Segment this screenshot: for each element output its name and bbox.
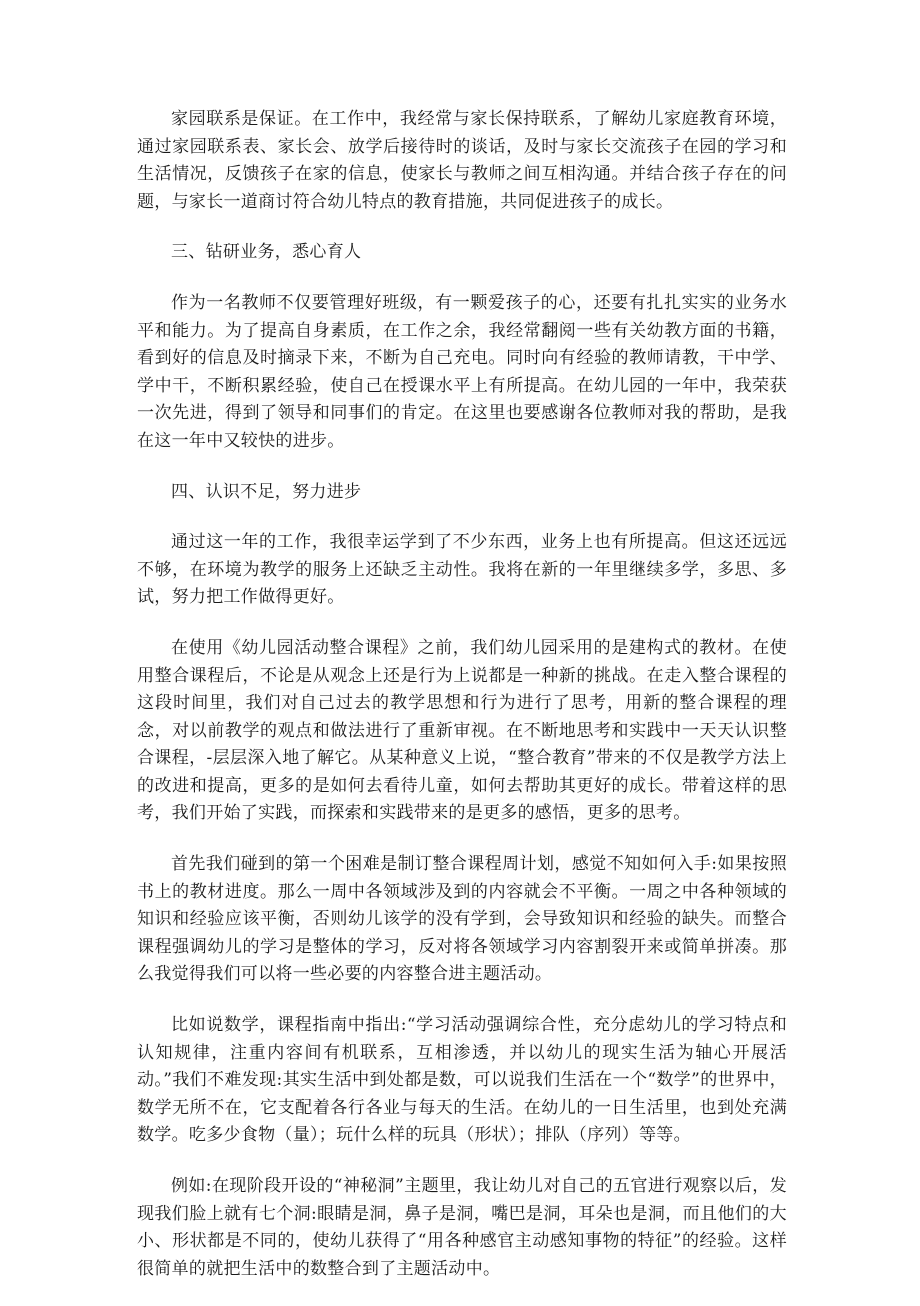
paragraph-home-school-contact: 家园联系是保证。在工作中，我经常与家长保持联系，了解幼儿家庭教育环境，通过家园联系表、家长会、放学后接待时的谈话，及时与家长交流孩子在园的学习和生活情况，反馈孩子在家的信息，使家长与教师之间互相沟通。并结合孩子存在的问题，与家长一道商讨符合幼儿特点的教育措施，共同促进孩子的成长。 bbox=[137, 109, 787, 212]
paragraph-mystery-hole-example: 例如:在现阶段开设的“神秘洞”主题里，我让幼儿对自己的五官进行观察以后，发现我们脸上就有七个洞:眼睛是洞，鼻子是洞，嘴巴是洞，耳朵也是洞，而且他们的大小、形状都是不同的，使幼儿获得了“用各种感官主动感知事物的特征”的经验。这样很简单的就把生活中的数整合到了主题活动中。 bbox=[137, 1176, 787, 1279]
paragraph-math-example: 比如说数学，课程指南中指出:“学习活动强调综合性，充分虑幼儿的学习特点和认知规律，注重内容间有机联系，互相渗透，并以幼儿的现实生活为轴心开展活动。”我们不难发现:其实生活中到处都是数，可以说我们生活在一个“数学”的世界中，数学无所不在，它支配着各行各业与每天的生活。在幼儿的一日生活里，也到处充满数学。吃多少食物（量）；玩什么样的玩具（形状）；排队（序列）等等。 bbox=[137, 1015, 787, 1146]
document-body bbox=[137, 106, 787, 1306]
paragraph-weekly-plan: 首先我们碰到的第一个困难是制订整合课程周计划，感觉不知如何入手:如果按照书上的教材进度。那么一周中各领域涉及到的内容就会不平衡。一周之中各种领域的知识和经验应该平衡，否则幼儿该学的没有学到，会导致知识和经验的缺失。而整合课程强调幼儿的学习是整体的学习，反对将各领域学习内容割裂开来或简单拼凑。那么我觉得我们可以将一些必要的内容整合进主题活动。 bbox=[137, 854, 787, 985]
paragraph-professional-study: 作为一名教师不仅要管理好班级，有一颗爱孩子的心，还要有扎扎实实的业务水平和能力。为了提高自身素质，在工作之余，我经常翻阅一些有关幼教方面的书籍，看到好的信息及时摘录下来，不断为自己充电。同时向有经验的教师请教，干中学、学中干，不断积累经验，使自己在授课水平上有所提高。在幼儿园的一年中，我荣获一次先进，得到了领导和同事们的肯定。在这里也要感谢各位教师对我的帮助，是我在这一年中又较快的进步。 bbox=[137, 292, 787, 451]
paragraph-shortcomings: 通过这一年的工作，我很幸运学到了不少东西，业务上也有所提高。但这还远远不够，在环境为教学的服务上还缺乏主动性。我将在新的一年里继续多学，多思、多试，努力把工作做得更好。 bbox=[137, 532, 787, 608]
section-heading-3: 三、钻研业务，悉心育人 bbox=[171, 242, 362, 263]
section-heading-4: 四、认识不足，努力进步 bbox=[171, 481, 362, 502]
paragraph-integrated-curriculum: 在使用《幼儿园活动整合课程》之前，我们幼儿园采用的是建构式的教材。在使用整合课程后，不论是从观念上还是行为上说都是一种新的挑战。在走入整合课程的这段时间里，我们对自己过去的教学思想和行为进行了思考，用新的整合课程的理念，对以前教学的观点和做法进行了重新审视。在不断地思考和实践中一天天认识整合课程，-层层深入地了解它。从某种意义上说，“整合教育”带来的不仅是教学方法上的改进和提高，更多的是如何去看待儿童，如何去帮助其更好的成长。带着这样的思考，我们开始了实践，而探索和实践带来的是更多的感悟，更多的思考。 bbox=[137, 637, 787, 824]
